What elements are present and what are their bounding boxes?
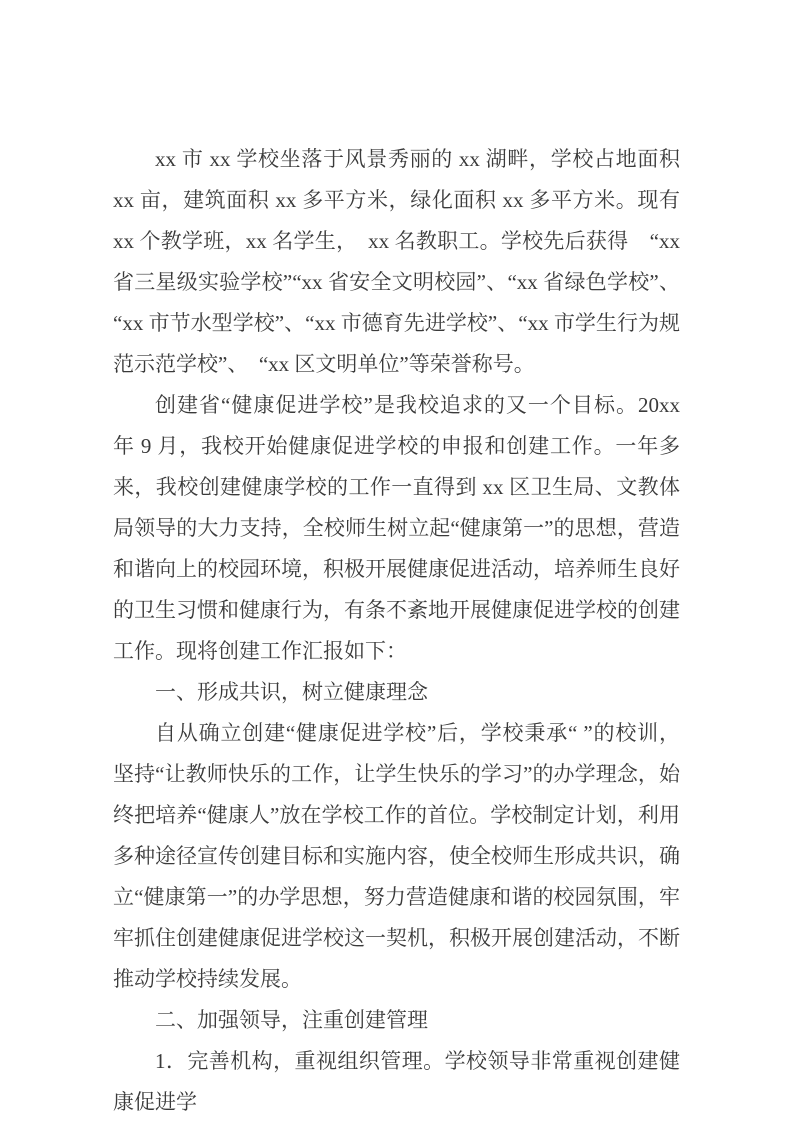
paragraph: xx 市 xx 学校坐落于风景秀丽的 xx 湖畔，学校占地面积 xx 亩，建筑面积 xx 多平方米，绿化面积 xx 多平方米。现有 xx 个教学班，xx 名学生， xx 名教职工。学校先后获得 “xx 省三星级实验学校”“xx 省安全文明校园”、“xx 省绿色学校”、“xx 市节水型学校”、“xx 市德育先进学校”、“xx 市学生行为规范示范学校”、 “xx 区文明单位”等荣誉称号。 bbox=[113, 147, 680, 376]
paragraph: 自从确立创建“健康促进学校”后，学校秉承“ ”的校训，坚持“让教师快乐的工作，让学生快乐的学习”的办学理念，始终把培养“健康人”放在学校工作的首位。学校制定计划，利用多种途径宣传创建目标和实施内容，使全校师生形成共识，确立“健康第一”的办学思想，努力营造健康和谐的校园氛围，牢牢抓住创建健康促进学校这一契机，积极开展创建活动，不断推动学校持续发展。 bbox=[113, 721, 680, 991]
section-heading: 二、加强领导，注重创建管理 bbox=[155, 1008, 428, 1032]
paragraph: 创建省“健康促进学校”是我校追求的又一个目标。20xx 年 9 月，我校开始健康促进学校的申报和创建工作。一年多来，我校创建健康学校的工作一直得到 xx 区卫生局、文教体局领导的大力支持，全校师生树立起“健康第一”的思想，营造和谐向上的校园环境，积极开展健康促进活动，培养师生良好的卫生习惯和健康行为，有条不紊地开展健康促进学校的创建工作。现将创建工作汇报如下： bbox=[113, 393, 680, 663]
section-heading: 一、形成共识，树立健康理念 bbox=[155, 680, 428, 704]
document-body bbox=[113, 139, 680, 1122]
paragraph: 1．完善机构，重视组织管理。学校领导非常重视创建健康促进学 bbox=[113, 1049, 680, 1114]
